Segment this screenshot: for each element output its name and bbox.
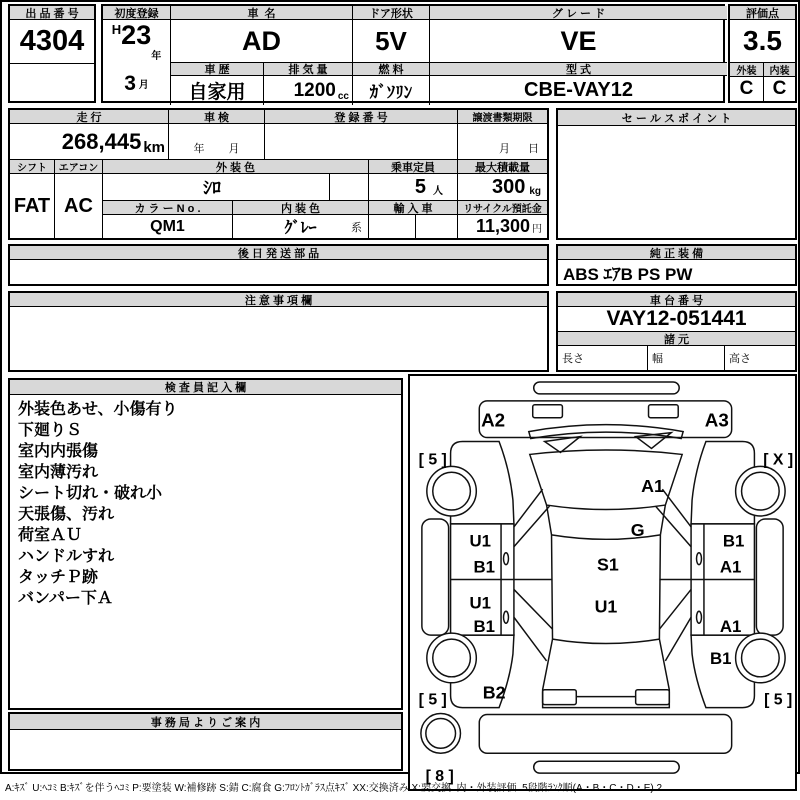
inspector-lines xyxy=(18,399,397,609)
office-box xyxy=(8,712,403,771)
import-value-2 xyxy=(415,215,457,238)
mark-door-fr-bot: A1 xyxy=(719,557,742,577)
sill-right xyxy=(756,519,783,635)
damage-diagram-box xyxy=(408,374,797,791)
capacity-value xyxy=(368,174,457,201)
load-number: 300 xyxy=(491,175,526,198)
mark-door-fl-top: U1 xyxy=(469,531,492,551)
int-color-label: 内 装 色 xyxy=(232,201,368,215)
color-no-label: カ ラ ー N o . xyxy=(102,201,232,215)
score-box xyxy=(728,4,797,103)
reg-month: 3 xyxy=(124,71,136,95)
spare-tire-label: [ 8 ] xyxy=(425,768,454,786)
equipment-box xyxy=(556,244,797,286)
shaken-year-unit: 年 xyxy=(193,143,205,155)
model-code-value: CBE-VAY12 xyxy=(429,76,727,105)
inspector-line: 下廻りＳ xyxy=(18,422,83,439)
car-name-label: 車 名 xyxy=(170,6,352,20)
door-shape-value: 5V xyxy=(352,20,429,62)
inspector-box xyxy=(8,378,403,710)
mileage-number: 268,445 xyxy=(61,128,142,154)
first-reg-month xyxy=(103,62,170,105)
model-code-label: 型 式 xyxy=(429,62,727,76)
mark-bumper-fr: A3 xyxy=(704,409,729,431)
sill-left xyxy=(422,519,449,635)
equipment-label: 純 正 装 備 xyxy=(558,246,795,260)
inspector-line: タッチＰ跡 xyxy=(18,569,99,586)
caution-box xyxy=(8,291,549,372)
import-value-1 xyxy=(368,215,415,238)
office-label: 事 務 局 よ り ご 案 内 xyxy=(10,714,401,730)
score-value: 3.5 xyxy=(730,20,795,63)
mileage-label: 走 行 xyxy=(10,110,168,124)
exterior-grade-value: C xyxy=(739,78,754,99)
rear-bottom-strip xyxy=(534,761,679,773)
transfer-value xyxy=(457,124,547,160)
shift-label: シフト xyxy=(10,160,54,174)
mileage-unit: km xyxy=(143,139,165,156)
spare-tire xyxy=(421,714,461,754)
year-unit: 年 xyxy=(151,51,162,62)
spec-width-label: 幅 xyxy=(647,346,724,370)
chassis-label: 車 台 番 号 xyxy=(558,293,795,307)
int-color-name: ｸﾞﾚｰ xyxy=(284,220,317,237)
caution-label: 注 意 事 項 欄 xyxy=(10,293,547,307)
equipment-value: ABS ｴｱB PS PW xyxy=(563,264,693,284)
reg-no-label: 登 録 番 号 xyxy=(264,110,457,124)
auction-no-empty xyxy=(10,64,94,101)
mark-quarter-rl: B2 xyxy=(482,682,506,703)
later-parts-value xyxy=(10,260,547,284)
recycle-unit: 円 xyxy=(532,224,542,235)
transfer-label: 譲渡書類期限 xyxy=(457,110,547,124)
registration-table xyxy=(8,108,549,240)
first-reg-year xyxy=(103,20,170,62)
car-diagram xyxy=(410,376,795,789)
tire-rear-left-label: [ 5 ] xyxy=(418,691,447,709)
auction-no-label: 出 品 番 号 xyxy=(10,6,94,20)
import-label: 輸 入 車 xyxy=(368,201,457,215)
displacement-value xyxy=(263,76,352,105)
transfer-month-unit: 月 xyxy=(499,143,510,155)
mileage-value xyxy=(10,124,168,160)
auction-no-value: 4304 xyxy=(10,20,94,64)
month-unit: 月 xyxy=(138,80,149,91)
vehicle-header-table xyxy=(101,4,725,103)
shift-value: FAT xyxy=(13,194,51,217)
fuel-value: ｶﾞｿﾘﾝ xyxy=(352,76,429,105)
interior-grade-value: C xyxy=(763,77,795,101)
load-label: 最大積載量 xyxy=(457,160,547,174)
door-shape-label: ドア形状 xyxy=(352,6,429,20)
exterior-grade-label: 外装 xyxy=(730,63,763,77)
sales-point-value xyxy=(558,126,795,238)
spec-length-label: 長さ xyxy=(562,353,584,365)
mark-door-fl-bot: B1 xyxy=(473,557,495,577)
spec-height-label: 高さ xyxy=(724,346,795,370)
sales-point-box xyxy=(556,108,797,240)
load-value xyxy=(457,174,547,201)
ext-color-sub-empty xyxy=(329,174,368,201)
aircon-value: AC xyxy=(54,174,102,238)
first-reg-label: 初度登録 xyxy=(103,6,170,20)
capacity-number: 5 xyxy=(414,175,426,198)
inspector-line: 天張傷、汚れ xyxy=(18,506,115,523)
mark-door-rl-top: U1 xyxy=(469,593,492,613)
c-pillar-right xyxy=(659,589,691,660)
inspector-line: バンパー下Ａ xyxy=(18,590,113,607)
inspector-line: ハンドルすれ xyxy=(18,548,115,565)
office-value xyxy=(10,730,401,769)
int-color-unit: 系 xyxy=(351,222,362,234)
inspector-line: 外装色あせ、小傷有り xyxy=(18,401,178,418)
rear-glass-line xyxy=(553,639,660,643)
mark-door-rl-bot: B1 xyxy=(473,617,495,637)
recycle-value xyxy=(457,215,547,238)
ext-color-value: ｼﾛ xyxy=(102,174,329,201)
roof-sides xyxy=(552,535,661,639)
reg-no-value xyxy=(264,124,457,160)
inspector-line: 室内内張傷 xyxy=(18,443,99,460)
ext-color-label: 外 装 色 xyxy=(102,160,368,174)
inspector-line: 室内薄汚れ xyxy=(18,464,99,481)
tire-rear-right-label: [ 5 ] xyxy=(764,691,793,709)
specs-label: 諸 元 xyxy=(558,332,795,346)
mark-door-fr-top: B1 xyxy=(722,531,745,551)
shaken-month-unit: 月 xyxy=(228,143,240,155)
capacity-unit: 人 xyxy=(433,186,443,197)
int-color-value xyxy=(232,215,368,238)
mark-roof: S1 xyxy=(597,554,619,575)
front-top-strip xyxy=(534,382,679,394)
aircon-label: エアコン xyxy=(54,160,102,174)
tire-front-left-label: [ 5 ] xyxy=(418,451,447,469)
color-no-value: QM1 xyxy=(102,215,232,238)
mark-bumper-fl: A2 xyxy=(481,409,506,431)
inspector-line: シート切れ・破れ小 xyxy=(18,485,163,502)
history-value: 自家用 xyxy=(170,76,263,105)
chassis-value: VAY12-051441 xyxy=(558,307,795,332)
grade-label: グ レ ー ド xyxy=(429,6,727,20)
tire-front-right-label: [ X ] xyxy=(763,451,794,469)
wheel-front-right xyxy=(736,466,785,516)
fuel-label: 燃 料 xyxy=(352,62,429,76)
auction-no-box xyxy=(8,4,96,103)
transfer-day-unit: 日 xyxy=(528,143,539,155)
disp-number: 1200 xyxy=(293,79,336,101)
shaken-value xyxy=(168,124,264,160)
wheel-front-left xyxy=(427,466,476,516)
inspector-line: 荷室ＡＵ xyxy=(18,527,83,544)
rear-bumper xyxy=(479,715,731,754)
mark-hood: A1 xyxy=(641,476,664,497)
shaken-label: 車 検 xyxy=(168,110,264,124)
history-label: 車 歴 xyxy=(170,62,263,76)
capacity-label: 乗車定員 xyxy=(368,160,457,174)
mark-cowl: G xyxy=(630,519,645,540)
mark-door-rr: A1 xyxy=(719,617,742,637)
mark-fender-rr: B1 xyxy=(710,648,732,668)
score-label: 評価点 xyxy=(730,6,795,20)
recycle-label: リサイクル預託金 xyxy=(457,201,547,215)
legend-text: A:ｷｽﾞ U:ﾍｺﾐ B:ｷｽﾞを伴うﾍｺﾐ P:要塗装 W:補修跡 S:錆 C:腐食 G:ﾌﾛﾝﾄｶﾞﾗｽ点ｷｽﾞ XX:交換済み X:要交換 内・外装評価 5段階ﾗﾝｸ順(A・B・C・D・E) 2 xyxy=(5,783,663,794)
reg-year: 23 xyxy=(121,20,152,50)
later-parts-label: 後 日 発 送 部 品 xyxy=(10,246,547,260)
interior-grade-label: 内装 xyxy=(763,63,795,77)
car-name-value: AD xyxy=(170,20,352,62)
sales-point-label: セ ー ル ス ポ イ ン ト xyxy=(558,110,795,126)
chassis-box xyxy=(556,291,797,372)
grade-value: VE xyxy=(429,20,727,62)
inspector-label: 検 査 員 記 入 欄 xyxy=(10,380,401,395)
mark-roof-rear: U1 xyxy=(594,596,618,617)
era-code: H xyxy=(111,22,122,37)
caution-value xyxy=(10,307,547,370)
c-pillar-left xyxy=(514,589,553,660)
wheel-rear-left xyxy=(427,633,476,683)
wiper-right xyxy=(636,433,672,449)
later-parts-box xyxy=(8,244,549,286)
recycle-number: 11,300 xyxy=(475,216,530,236)
disp-unit: cc xyxy=(337,91,349,102)
load-unit: kg xyxy=(529,186,541,197)
displacement-label: 排 気 量 xyxy=(263,62,352,76)
wheel-rear-right xyxy=(736,633,785,683)
cowl-panel xyxy=(529,425,683,439)
